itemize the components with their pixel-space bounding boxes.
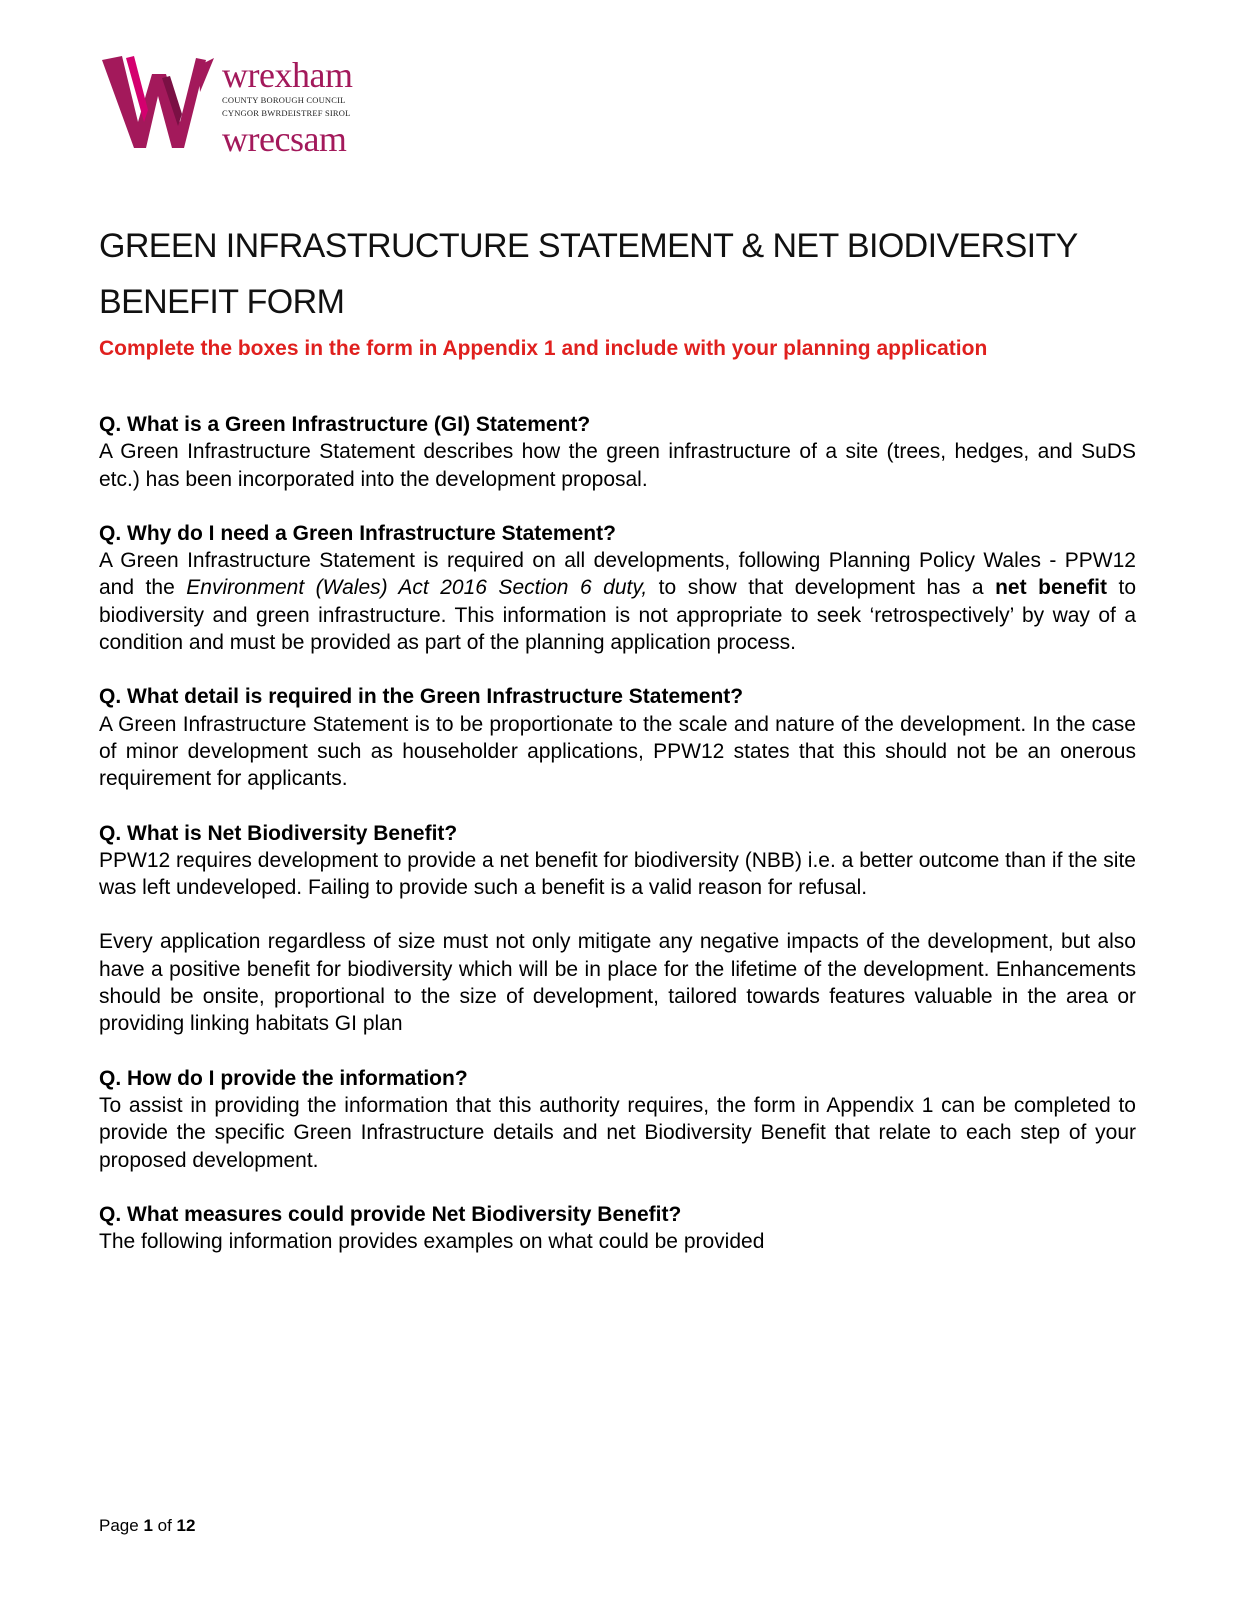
answer-text-part: A Green Infrastructure Statement is required on all developments, following Planning Policy Wales - PPW12 and the	[99, 549, 1136, 600]
section-detail-required	[99, 683, 1136, 792]
page-number	[99, 1516, 195, 1536]
question-heading: Q. Why do I need a Green Infrastructure Statement?	[99, 521, 616, 545]
answer-text: Every application regardless of size must not only mitigate any negative impacts of the development, but also have a positive benefit for biodiversity which will be in place for the lifetime of the development. Enhancements should be onsite, proportional to the size of development, tailored towards features valuable in the area or providing linking habitats GI plan	[99, 930, 1136, 1036]
section-provide-information	[99, 1065, 1136, 1174]
net-benefit-emphasis: net benefit	[995, 576, 1107, 600]
page-label: Page	[99, 1516, 144, 1535]
logo-name-welsh: wrecsam	[222, 119, 347, 159]
question-heading: Q. What detail is required in the Green Infrastructure Statement?	[99, 685, 744, 709]
instruction-text: Complete the boxes in the form in Appendix 1 and include with your planning application	[99, 337, 988, 360]
council-logo	[100, 52, 360, 160]
logo-subtitle-english: COUNTY BOROUGH COUNCIL	[222, 95, 346, 105]
answer-text	[99, 547, 1136, 656]
answer-text-part: to biodiversity and green infrastructure. This information is not appropriate to seek ‘retrospectively’ by way of a condition and must be provided as part of the planning application process.	[99, 576, 1136, 655]
logo-name-english: wrexham	[222, 55, 353, 95]
question-heading: Q. What is a Green Infrastructure (GI) Statement?	[99, 413, 591, 436]
answer-text: To assist in providing the information that this authority requires, the form in Appendix 1 can be completed to provide the specific Green Infrastructure details and net Biodiversity Benefit that relate to each step of your proposed development.	[99, 1093, 1136, 1172]
section-why-needed	[99, 520, 1136, 656]
logo-subtitle-welsh: CYNGOR BWRDEISTREF SIROL	[222, 108, 351, 118]
total-pages: 12	[176, 1516, 196, 1535]
answer-text: PPW12 requires development to provide a net benefit for biodiversity (NBB) i.e. a better outcome than if the site was left undeveloped. Failing to provide such a benefit is a valid reason for refusal.	[99, 848, 1136, 900]
answer-text: The following information provides examples on what could be provided	[99, 1230, 765, 1254]
section-gi-statement	[99, 411, 1136, 493]
question-heading: Q. What measures could provide Net Biodiversity Benefit?	[99, 1202, 682, 1226]
section-net-biodiversity	[99, 820, 1136, 902]
title-line-2: BENEFIT FORM	[99, 283, 345, 321]
section-every-application	[99, 928, 1136, 1037]
of-label: of	[152, 1516, 177, 1535]
act-reference: Environment (Wales) Act 2016 Section 6 duty,	[186, 576, 648, 600]
answer-text: A Green Infrastructure Statement is to be proportionate to the scale and nature of the development. In the case of minor development such as householder applications, PPW12 states that this should not be an onerous requirement for applicants.	[99, 712, 1136, 791]
answer-text: A Green Infrastructure Statement describes how the green infrastructure of a site (trees, hedges, and SuDS etc.) has been incorporated into the development proposal.	[99, 440, 1136, 491]
question-heading: Q. What is Net Biodiversity Benefit?	[99, 821, 458, 845]
title-line-1: GREEN INFRASTRUCTURE STATEMENT & NET BIODIVERSITY	[99, 227, 1078, 265]
document-title	[99, 218, 1139, 330]
section-measures	[99, 1201, 1136, 1256]
document-body	[99, 411, 1136, 1282]
question-heading: Q. How do I provide the information?	[99, 1066, 468, 1090]
council-w-emblem-icon	[100, 52, 220, 152]
current-page: 1	[143, 1516, 153, 1535]
answer-text-part: to show that development has a	[647, 576, 996, 600]
